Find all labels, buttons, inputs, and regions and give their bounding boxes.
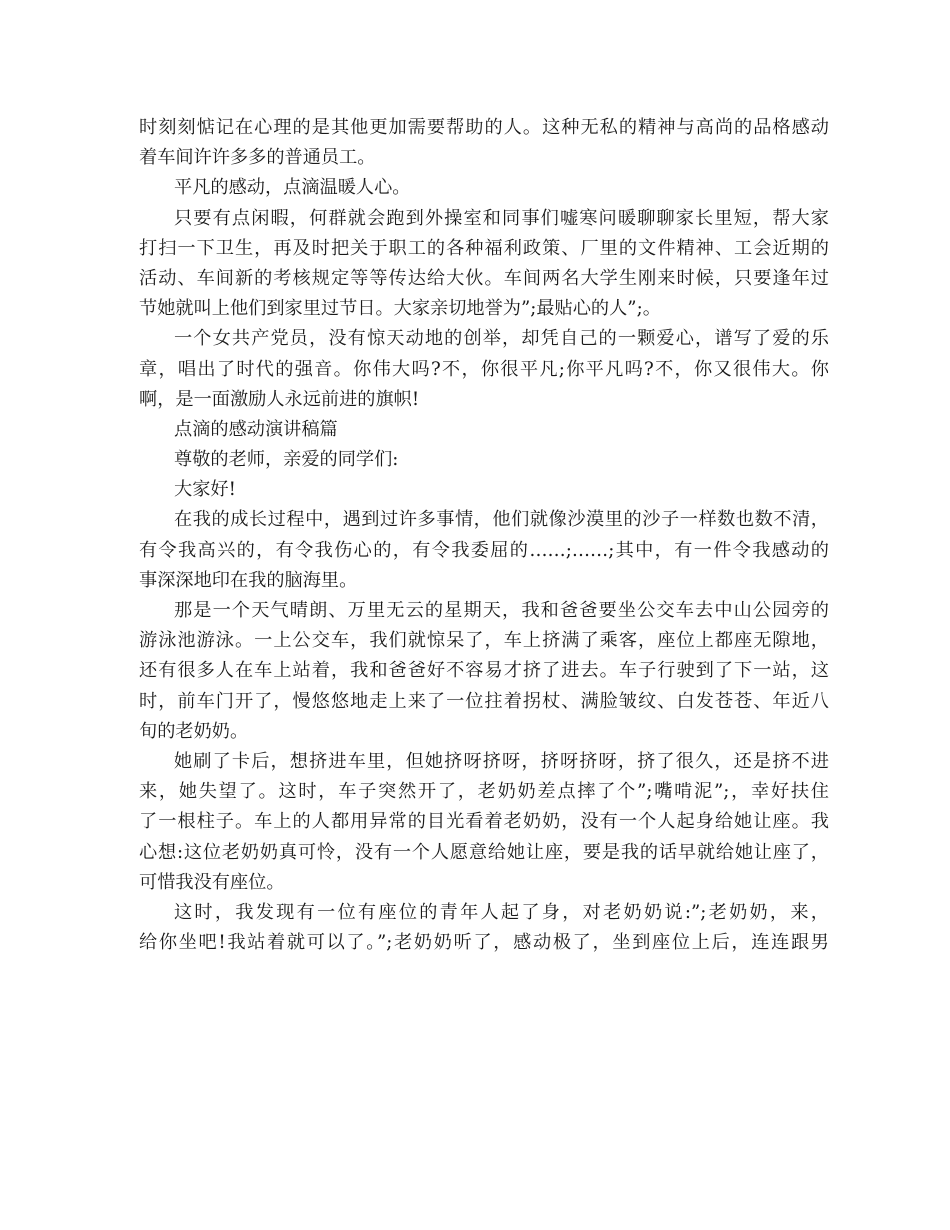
text-line: 时，前车门开了，慢悠悠地走上来了一位拄着拐杖、满脸皱纹、白发苍苍、年近八 <box>139 690 829 712</box>
text-line: 还有很多人在车上站着，我和爸爸好不容易才挤了进去。车子行驶到了下一站，这 <box>139 660 829 682</box>
text-line: 着车间许许多多的普通员工。 <box>139 147 376 169</box>
text-line: 了一根柱子。车上的人都用异常的目光看着老奶奶，没有一个人起身给她让座。我 <box>139 811 829 833</box>
text-line: 可惜我没有座位。 <box>139 871 285 893</box>
text-line: 活动、车间新的考核规定等等传达给大伙。车间两名大学生刚来时候，只要逢年过 <box>139 267 829 289</box>
text-line: 给你坐吧!我站着就可以了。”;老奶奶听了，感动极了，坐到座位上后，连连跟男 <box>139 932 829 954</box>
text-line: 她刷了卡后，想挤进车里，但她挤呀挤呀，挤呀挤呀，挤了很久，还是挤不进 <box>174 750 829 772</box>
text-line: 章，唱出了时代的强音。你伟大吗?不，你很平凡;你平凡吗?不，你又很伟大。你 <box>139 358 829 380</box>
text-line: 游泳池游泳。一上公交车，我们就惊呆了，车上挤满了乘客，座位上都座无隙地， <box>139 630 829 652</box>
text-line: 只要有点闲暇，何群就会跑到外操室和同事们嘘寒问暖聊聊家长里短，帮大家 <box>174 207 829 229</box>
text-line: 平凡的感动，点滴温暖人心。 <box>174 177 411 199</box>
text-line: 尊敬的老师，亲爱的同学们: <box>174 449 399 471</box>
text-line: 来，她失望了。这时，车子突然开了，老奶奶差点摔了个”;嘴啃泥”;，幸好扶住 <box>139 781 829 803</box>
text-line: 啊，是一面激励人永远前进的旗帜! <box>139 388 420 410</box>
text-line: 事深深地印在我的脑海里。 <box>139 569 358 591</box>
document-body <box>139 113 829 958</box>
text-line: 节她就叫上他们到家里过节日。大家亲切地誉为”;最贴心的人”;。 <box>139 298 661 320</box>
text-line: 点滴的感动演讲稿篇 <box>174 418 338 440</box>
text-line: 旬的老奶奶。 <box>139 720 249 742</box>
text-line: 这时，我发现有一位有座位的青年人起了身，对老奶奶说:”;老奶奶，来， <box>174 901 829 923</box>
text-line: 大家好! <box>174 479 236 501</box>
text-line: 心想:这位老奶奶真可怜，没有一个人愿意给她让座，要是我的话早就给她让座了， <box>139 841 829 863</box>
text-line: 在我的成长过程中，遇到过许多事情，他们就像沙漠里的沙子一样数也数不清， <box>174 509 829 531</box>
text-line: 打扫一下卫生，再及时把关于职工的各种福利政策、厂里的文件精神、工会近期的 <box>139 237 829 259</box>
text-line: 一个女共产党员，没有惊天动地的创举，却凭自己的一颗爱心，谱写了爱的乐 <box>174 328 829 350</box>
text-line: 时刻刻惦记在心理的是其他更加需要帮助的人。这种无私的精神与高尚的品格感动 <box>139 117 829 138</box>
text-line: 有令我高兴的，有令我伤心的，有令我委屈的……;……;其中，有一件令我感动的 <box>139 539 829 561</box>
text-line: 那是一个天气晴朗、万里无云的星期天，我和爸爸要坐公交车去中山公园旁的 <box>174 600 829 621</box>
